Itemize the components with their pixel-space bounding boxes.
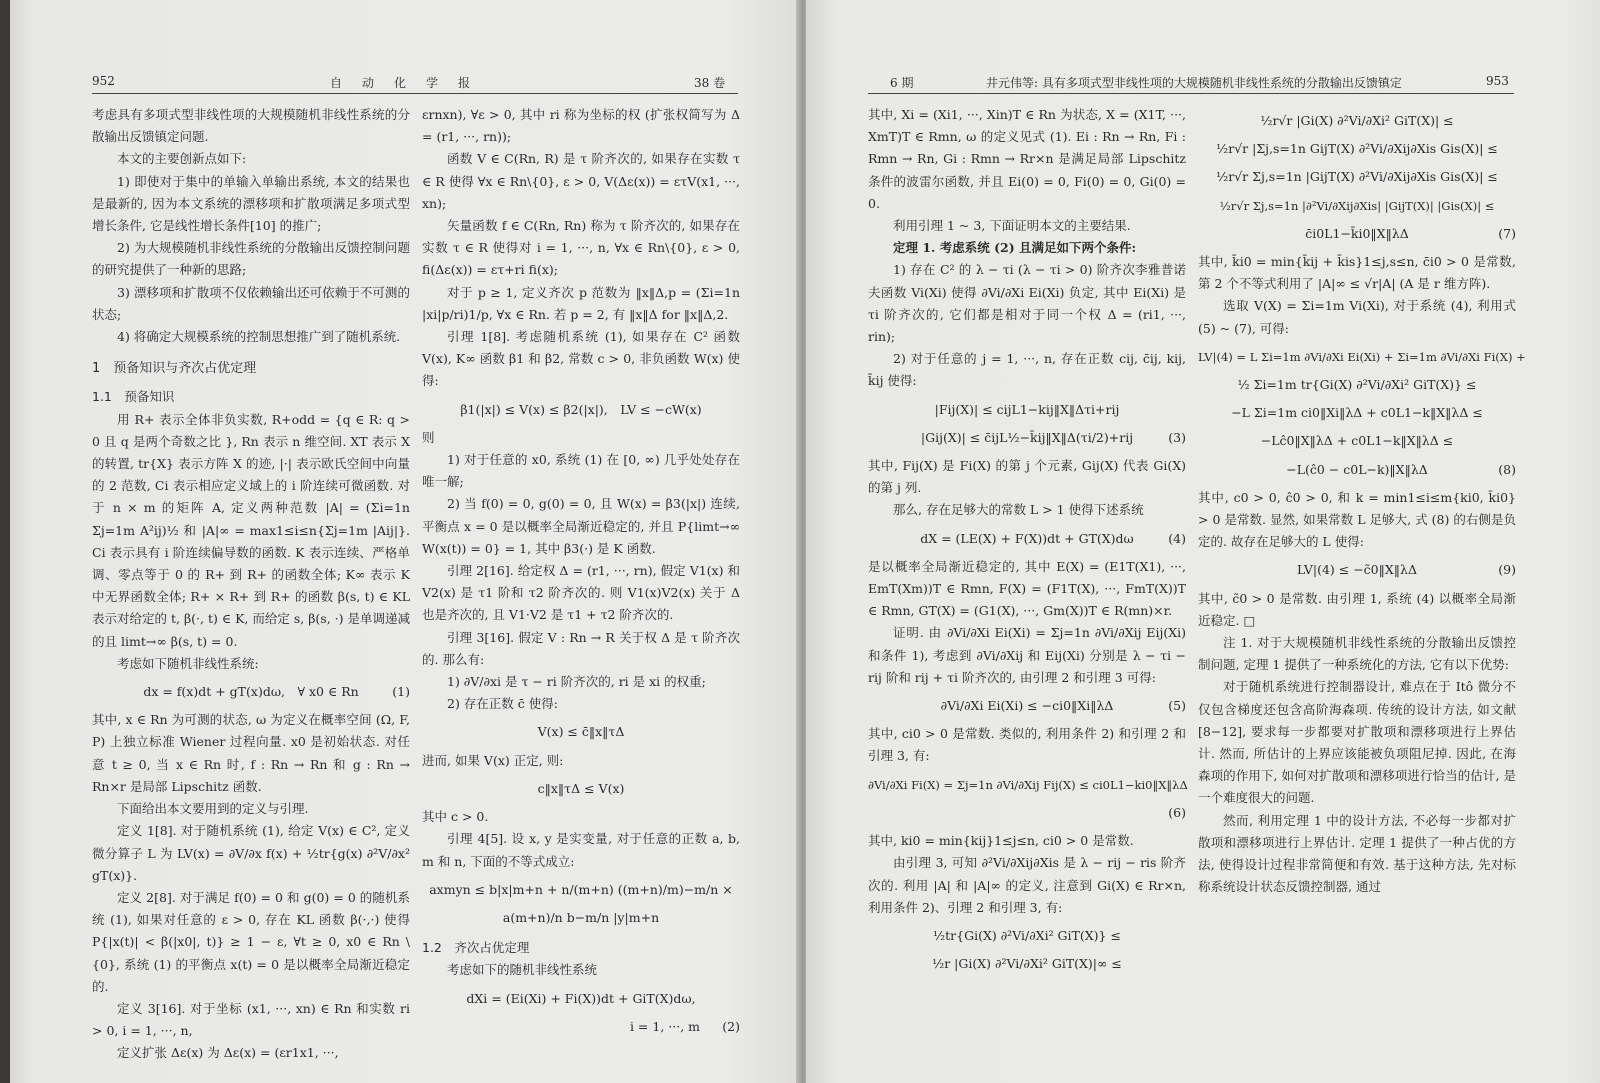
- equation-2: [422, 988, 740, 1010]
- equation-number: (7): [1498, 225, 1516, 241]
- paragraph: 对于 p ≥ 1, 定义齐次 p 范数为 ‖x‖Δ,p = (Σi=1n |xi|p/ri)1/p, ∀x ∈ Rn. 若 p = 2, 有 ‖x‖Δ for ‖x‖Δ,2.: [422, 284, 740, 322]
- paragraph: 2) 为大规模随机非线性系统的分散输出反馈控制问题的研究提供了一种新的思路;: [92, 240, 410, 278]
- paragraph: 定义扩张 Δε(x) 为 Δε(x) = (εr1x1, ···,: [117, 1045, 339, 1061]
- paragraph: 考虑如下随机非线性系统:: [117, 655, 259, 671]
- equation-text: ½r√r |Σj,s=1n GijT(X) ∂²Vi/∂Xij∂Xis Gis(X)| ≤: [1216, 141, 1498, 157]
- paragraph: 2) 对于任意的 j = 1, ···, n, 存在正数 cij, c̄ij, kij, k̄ij 使得:: [868, 351, 1186, 389]
- equation-7f: [1198, 195, 1516, 217]
- definition: 定义 1[8]. 对于随机系统 (1), 给定 V(x) ∈ C², 定义微分算子 L 为 LV(x) = ∂V/∂x f(x) + ½tr{g(x) ∂²V/∂x² gT(x)}.: [92, 823, 410, 883]
- equation-3b: [868, 427, 1186, 449]
- left-page: [10, 0, 800, 1083]
- paragraph: 其中, c̃0 > 0 是常数. 由引理 1, 系统 (4) 以概率全局渐近稳定. □: [1198, 590, 1516, 628]
- proof: 证明. 由 ∂Vi/∂Xi Ei(Xi) = Σj=1n ∂Vi/∂Xij Eij(Xi) 和条件 1), 考虑到 ∂Vi/∂Xij 和 Eij(Xi) 分别是 λ − τi − rij 阶和 rij + τi 阶齐次的, 由引理 2 和引理 3 可得:: [868, 625, 1186, 685]
- subsection-title: 1.2 齐次占优定理: [422, 940, 530, 956]
- equation-text: dX = (LE(X) + F(X))dt + GT(X)dω: [920, 530, 1134, 546]
- paragraph: 由引理 3, 可知 ∂²Vi/∂Xij∂Xis 是 λ − rij − ris 阶齐次的. 利用 |A| 和 |A|∞ 的定义, 注意到 Gi(X) ∈ Rr×n, 利用条件 2)、引理 2 和引理 3, 有:: [868, 855, 1186, 915]
- paragraph: 本文的主要创新点如下:: [117, 151, 247, 167]
- paragraph: 2) 存在正数 c̄ 使得:: [447, 696, 558, 712]
- left-column-2: [422, 104, 740, 1044]
- equation-8d: [1198, 430, 1516, 452]
- definition: 定义 2[8]. 对于满足 f(0) = 0 和 g(0) = 0 的随机系统 (1), 如果对任意的 ε > 0, 存在 KL 函数 β(·,·) 使得 P{|x(t)| < β(|x0|, t)} ≥ 1 − ε, ∀t ≥ 0, x0 ∈ Rn \ {0}, 系统 (1) 的平衡点 x(t) = 0 是以概率全局渐近稳定的.: [92, 889, 410, 994]
- equation-4: [868, 528, 1186, 550]
- paragraph: 下面给出本文要用到的定义与引理.: [117, 801, 309, 817]
- equation-text: dx = f(x)dt + gT(x)dω, ∀ x0 ∈ Rn: [143, 684, 359, 700]
- left-header-rule: [92, 93, 738, 94]
- equation-text: ½r√r |Gi(X) ∂²Vi/∂Xi² GiT(X)| ≤: [1260, 113, 1454, 128]
- equation-7b: [868, 953, 1186, 975]
- theorem: 定理 1. 考虑系统 (2) 且满足如下两个条件:: [893, 240, 1137, 256]
- paragraph: 那么, 存在足够大的常数 L > 1 使得下述系统: [893, 502, 1144, 518]
- equation-text: c̄i0L1−k̄i0‖X‖λΔ: [1305, 225, 1409, 241]
- equation-lemma4-cont: [422, 907, 740, 929]
- equation-number: (4): [1168, 530, 1186, 546]
- equation-3a: [868, 399, 1186, 421]
- equation-text: c‖x‖τΔ ≤ V(x): [537, 780, 625, 796]
- remark: 注 1. 对于大规模随机非线性系统的分散输出反馈控制问题, 定理 1 提供了一种系统化的方法, 它有以下优势:: [1198, 635, 1516, 673]
- equation-number: (8): [1498, 461, 1516, 477]
- paragraph: 矢量函数 f ∈ C(Rn, Rn) 称为 τ 阶齐次的, 如果存在实数 τ ∈ R 使得对 i = 1, ···, n, ∀x ∈ Rn\{0}, ε > 0, fi(Δε(x)) = ετ+ri fi(x);: [422, 218, 740, 278]
- lemma: 引理 1[8]. 考虑随机系统 (1), 如果存在 C² 函数 V(x), K∞ 函数 β1 和 β2, 常数 c > 0, 非负函数 W(x) 使得:: [422, 329, 740, 389]
- equation-8e: [1198, 459, 1516, 481]
- equation-text: V(x) ≤ c̄‖x‖τΔ: [537, 724, 625, 740]
- lemma: 引理 3[16]. 假定 V : Rn → R 关于权 Δ 是 τ 阶齐次的. 那么有:: [422, 629, 740, 667]
- equation-8b: [1198, 374, 1516, 396]
- equation-lemma3a: [422, 721, 740, 743]
- equation-7d: [1198, 138, 1516, 160]
- equation-7e: [1198, 166, 1516, 188]
- left-column-1: [92, 104, 410, 1065]
- subsection-title: 1.1 预备知识: [92, 389, 175, 405]
- paragraph: 其中, k̄i0 = min{k̄ij + k̄is}1≤j,s≤n, c̄i0 > 0 是常数, 第 2 个不等式利用了 |A|∞ ≤ √r|A| (A 是 r 维方阵).: [1198, 254, 1516, 292]
- equation-number: (5): [1168, 698, 1186, 714]
- equation-5: [868, 695, 1186, 717]
- equation-text: ∂Vi/∂Xi Ei(Xi) ≤ −ci0‖Xi‖λΔ: [940, 698, 1114, 714]
- equation-number: (9): [1498, 562, 1516, 578]
- paragraph: 4) 将确定大规模系统的控制思想推广到了随机系统.: [117, 329, 401, 345]
- right-column-2: [1198, 104, 1526, 899]
- paragraph: 进而, 如果 V(x) 正定, 则:: [422, 752, 564, 768]
- equation-text: ½r√r Σj,s=1n |∂²Vi/∂Xij∂Xis| |GijT(X)| |Gis(X)| ≤: [1219, 198, 1495, 213]
- equation-text: −L Σi=1m ci0‖Xi‖λΔ + c0L1−k‖X‖λΔ ≤: [1231, 405, 1483, 421]
- paragraph: 则: [422, 429, 435, 445]
- paragraph: 1) 存在 C² 的 λ − τi (λ − τi > 0) 阶齐次李雅普诺夫函数 Vi(Xi) 使得 ∂Vi/∂Xi Ei(Xi) 负定, 其中 Ei(Xi) 是 τi 阶齐次的, 它们都是相对于同一个权 Δ = (ri1, ···, rin);: [868, 262, 1186, 345]
- paragraph: 其中 c > 0.: [422, 809, 489, 825]
- paragraph: 是以概率全局渐近稳定的, 其中 E(X) = (E1T(X1), ···, EmT(Xm))T ∈ Rmn, F(X) = (F1T(X), ···, FmT(X))T ∈ Rmn, GT(X) = (G1(X), ···, Gm(X))T ∈ R(mn)×r.: [868, 558, 1186, 619]
- paragraph: 用 R+ 表示全体非负实数, R+odd = {q ∈ R: q > 0 且 q 是两个奇数之比 }, Rn 表示 n 维空间. XT 表示 X 的转置, tr{X} 表示方阵 X 的迹, |·| 表示欧氏空间中向量的 2 范数, Ci 表示相应定义域上的 i 阶连续可微函数. 对于 n × m 的矩阵 A, 定义两种范数 |A| = (Σi=1n Σj=1m A²ij)½ 和 |A|∞ = max1≤i≤n{Σj=1m |Aij|}. Ci 表示具有 i 阶连续偏导数的函数. K 表示连续、严格单调、零点等于 0 的 R+ 到 R+ 的函数全体; K∞ 表示 K 中无界函数全体; R+ × R+ 到 R+ 的函数 β(s, t) ∈ KL 表示对给定的 t, β(·, t) ∈ K, 而给定 s, β(s, ·) 是单调递减的且 limt→∞ β(s, t) = 0.: [92, 411, 410, 649]
- equation-number: (2): [722, 1018, 740, 1034]
- equation-text: i = 1, ···, m: [629, 1018, 700, 1034]
- paragraph: 对于随机系统进行控制器设计, 难点在于 Itô 微分不仅包含梯度还包含高阶海森项. 传统的设计方法, 如文献 [8−12], 要求每一步都要对扩散项和漂移项进行上界估计. 然而, 所估计的上界应该能被负项阻尼掉. 因此, 在海森项的作用下, 如何对扩散项和漂移项进行恰当的估计, 是一个难度很大的问题.: [1198, 679, 1516, 806]
- equation-text: axmyn ≤ b|x|m+n + n/(m+n) ((m+n)/m)−m/n ×: [429, 881, 733, 897]
- paragraph: 选取 V(X) = Σi=1m Vi(Xi), 对于系统 (4), 利用式 (5) ~ (7), 可得:: [1198, 298, 1516, 336]
- equation-text: ½r√r Σj,s=1n |GijT(X) ∂²Vi/∂Xij∂Xis Gis(X)| ≤: [1216, 169, 1498, 185]
- equation-8c: [1198, 402, 1516, 424]
- equation-number: (1): [392, 684, 410, 700]
- equation-text: LV|(4) = L Σi=1m ∂Vi/∂Xi Ei(Xi) + Σi=1m ∂Vi/∂Xi Fi(X) +: [1198, 349, 1526, 364]
- left-page-number: 952: [92, 74, 115, 88]
- equation-text: |Fij(X)| ≤ cijL1−kij‖X‖Δτi+rij: [934, 401, 1120, 417]
- paragraph: 1) 即使对于集中的单输入单输出系统, 本文的结果也是最新的, 因为本文系统的漂移项和扩散项满足多项式型增长条件, 它是线性增长条件[10] 的推广;: [92, 173, 410, 234]
- paragraph: εrnxn), ∀ε > 0, 其中 ri 称为坐标的权 (扩张权简写为 Δ = (r1, ···, rn));: [422, 107, 740, 145]
- paragraph: 2) 当 f(0) = 0, g(0) = 0, 且 W(x) = β3(|x|) 连续, 平衡点 x = 0 是以概率全局渐近稳定的, 并且 P{limt→∞ W(x(t)) = 0} = 1, 其中 β3(·) 是 K 函数.: [422, 496, 740, 556]
- paragraph: 其中, Fij(X) 是 Fi(X) 的第 j 个元素, Gij(X) 代表 Gi(X) 的第 j 列.: [868, 458, 1186, 496]
- left-running-head: [10, 74, 800, 94]
- paragraph: 其中, ki0 = min{kij}1≤j≤n, ci0 > 0 是常数.: [868, 833, 1134, 849]
- equation-1: [92, 681, 410, 703]
- article-running-title: 井元伟等: 具有多项式型非线性项的大规模随机非线性系统的分散输出反馈镇定: [986, 76, 1402, 90]
- right-page: [806, 0, 1600, 1083]
- issue-label: 6 期: [890, 76, 914, 90]
- equation-text: dXi = (Ei(Xi) + Fi(X))dt + GiT(X)dω,: [466, 990, 696, 1006]
- paragraph: 其中, x ∈ Rn 为可测的状态, ω 为定义在概率空间 (Ω, F, P) 上独立标准 Wiener 过程向量. x0 是初始状态. 对任意 t ≥ 0, 当 x ∈ Rn 时, f : Rn → Rn 和 g : Rn → Rn×r 是局部 Lipschitz 函数.: [92, 712, 410, 794]
- definition: 定义 3[16]. 对于坐标 (x1, ···, xn) ∈ Rn 和实数 ri > 0, i = 1, ···, n,: [92, 1000, 410, 1039]
- equation-2-cont: [422, 1016, 740, 1038]
- paragraph: 其中, ci0 > 0 是常数. 类似的, 利用条件 2) 和引理 2 和引理 3, 有:: [868, 726, 1186, 764]
- paragraph: 1) ∂V/∂xi 是 τ − ri 阶齐次的, ri 是 xi 的权重;: [447, 674, 706, 690]
- equation-text: ½r |Gi(X) ∂²Vi/∂Xi² GiT(X)|∞ ≤: [932, 956, 1122, 972]
- equation-text: ∂Vi/∂Xi Fi(X) = Σj=1n ∂Vi/∂Xij Fij(X) ≤ ci0L1−ki0‖X‖λΔ: [868, 777, 1188, 792]
- equation-lemma3b: [422, 778, 740, 800]
- equation-number: (3): [1168, 429, 1186, 445]
- equation-8a: [1198, 346, 1526, 368]
- right-running-head: [806, 74, 1600, 94]
- right-header-rule: [868, 93, 1514, 94]
- equation-6-number-row: [868, 802, 1186, 824]
- equation-text: −Lĉ0‖X‖λΔ + c0L1−k‖X‖λΔ ≤: [1260, 433, 1454, 449]
- paragraph: 然而, 利用定理 1 中的设计方法, 不必每一步都对扩散项和漂移项进行上界估计. 定理 1 提供了一种占优的方法, 使得设计过程非常简便和有效. 基于这种方法, 先对标称系统设计状态反馈控制器, 通过: [1198, 812, 1516, 895]
- paragraph: 考虑如下的随机非线性系统: [447, 962, 598, 978]
- volume-label: 38 卷: [694, 76, 726, 90]
- equation-text: |Gij(X)| ≤ c̄ijL½−k̄ij‖X‖Δ(τi/2)+rij: [920, 429, 1134, 445]
- equation-text: −L(ĉ0 − c0L−k)‖X‖λΔ: [1286, 461, 1428, 477]
- equation-lemma1: [422, 399, 740, 421]
- equation-number: (6): [1168, 804, 1186, 820]
- paragraph: 1) 对于任意的 x0, 系统 (1) 在 [0, ∞) 几乎处处存在唯一解;: [422, 452, 740, 490]
- paragraph: 其中, Xi = (Xi1, ···, Xin)T ∈ Rn 为状态, X = (X1T, ···, XmT)T ∈ Rmn, ω 的定义见式 (1). Ei : Rn → Rn, Fi : Rmn → Rn, Gi : Rmn → Rr×n 是满足局部 Lipschitz 条件的波雷尔函数, 并且 Ei(0) = 0, Fi(0) = 0, Gi(0) = 0.: [868, 107, 1186, 211]
- paragraph: 考虑具有多项式型非线性项的大规模随机非线性系统的分散输出反馈镇定问题.: [92, 107, 410, 145]
- equation-text: β1(|x|) ≤ V(x) ≤ β2(|x|), LV ≤ −cW(x): [460, 401, 702, 417]
- lemma: 引理 4[5]. 设 x, y 是实变量, 对于任意的正数 a, b, m 和 n, 下面的不等式成立:: [422, 831, 740, 869]
- equation-text: LV|(4) ≤ −c̃0‖X‖λΔ: [1297, 562, 1417, 578]
- lemma: 引理 2[16]. 给定权 Δ = (r1, ···, rn), 假定 V1(x) 和 V2(x) 是 τ1 阶和 τ2 阶齐次的. 则 V1(x)V2(x) 关于 Δ 也是齐次的, 且 V1·V2 是 τ1 + τ2 阶齐次的.: [422, 563, 740, 623]
- equation-text: a(m+n)/n b−m/n |y|m+n: [502, 909, 660, 925]
- paragraph: 利用引理 1 ~ 3, 下面证明本文的主要结果.: [893, 218, 1131, 234]
- equation-text: ½ Σi=1m tr{Gi(X) ∂²Vi/∂Xi² GiT(X)} ≤: [1237, 377, 1477, 393]
- equation-text: ½tr{Gi(X) ∂²Vi/∂Xi² GiT(X)} ≤: [933, 927, 1121, 943]
- paragraph: 函数 V ∈ C(Rn, R) 是 τ 阶齐次的, 如果存在实数 τ ∈ R 使得 ∀x ∈ Rn\{0}, ε > 0, V(Δε(x)) = ετV(x1, ···, xn);: [422, 151, 740, 211]
- paragraph: 3) 漂移项和扩散项不仅依赖输出还可依赖于不可测的状态;: [92, 284, 410, 322]
- equation-7g: [1198, 223, 1516, 245]
- equation-6: [868, 774, 1186, 796]
- equation-7a: [868, 925, 1186, 947]
- journal-name: 自 动 化 学 报: [330, 76, 475, 90]
- section-title: 1 预备知识与齐次占优定理: [92, 361, 257, 377]
- paragraph: 其中, c0 > 0, ĉ0 > 0, 和 k = min1≤i≤m{ki0, k̄i0} > 0 是常数. 显然, 如果常数 L 足够大, 式 (8) 的右侧是负定的. 故存在足够大的 L 使得:: [1198, 489, 1516, 550]
- equation-7c: [1198, 110, 1516, 132]
- equation-lemma4: [422, 879, 740, 901]
- right-column-1: [868, 104, 1186, 981]
- equation-9: [1198, 559, 1516, 581]
- right-page-number: 953: [1486, 74, 1509, 88]
